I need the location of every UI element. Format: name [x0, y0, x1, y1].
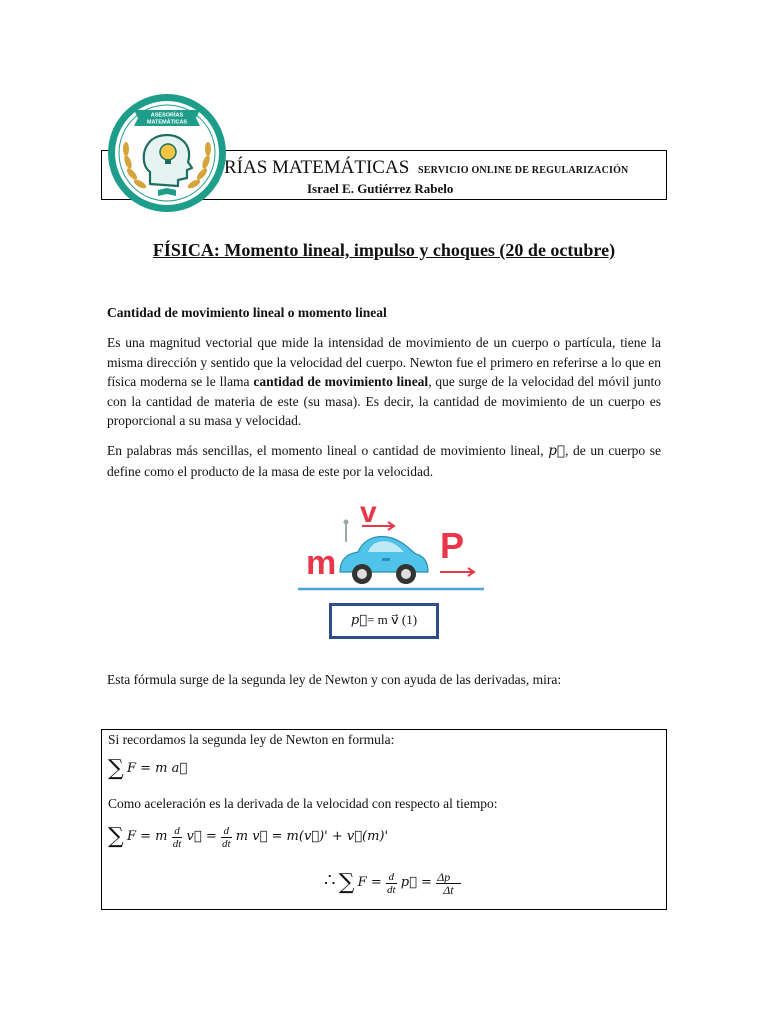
momentum-label: P	[440, 525, 465, 566]
momentum-equation-box	[329, 603, 439, 639]
step-part3: m v⃗ = m(v⃗)' + v⃗(m)'	[235, 829, 389, 844]
velocity-label: v	[360, 496, 377, 529]
paragraph-definition-bold: cantidad de movimiento lineal	[253, 374, 429, 389]
logo-text-line1: ASESORÍAS	[150, 112, 184, 119]
asesorias-logo	[106, 92, 228, 214]
newton-second-law	[108, 756, 187, 781]
derivative-step	[108, 824, 388, 850]
paragraph-definition-text-end: , que surge de la velocidad del móvil junto con la cantidad de materia de este (su masa). Es decir, la cantidad de movimiento de un cuerpo es proporcional a su masa y velocidad.	[107, 374, 661, 428]
acceleration-text: Como aceleración es la derivada de la velocidad con respecto al tiempo:	[108, 796, 498, 811]
conclusion-lhs: F =	[357, 875, 382, 890]
conclusion-mid: p⃗ =	[400, 875, 432, 890]
paragraph-definition	[107, 333, 661, 431]
frac-den-3: dt	[386, 883, 396, 896]
momentum-car-illustration	[296, 494, 488, 592]
frac-den: dt	[172, 837, 182, 850]
delta-fraction	[436, 871, 460, 896]
conclusion-formula	[324, 870, 462, 896]
equation-lhs: p⃗	[350, 613, 368, 628]
paragraph-simple-text-end: , de un cuerpo se define como el producto de la masa de este por la velocidad.	[107, 443, 661, 479]
momentum-symbol: p⃗	[548, 443, 566, 459]
header-title	[224, 157, 628, 179]
delta-p: Δp⃗	[437, 869, 460, 884]
frac-num-2: d	[221, 825, 232, 838]
service-tagline: SERVICIO ONLINE DE REGULARIZACIÓN	[418, 165, 629, 176]
car-body	[340, 537, 428, 584]
paragraph-definition-text-start: Es una magnitud vectorial que mide la intensidad de movimiento de un cuerpo o partícula, tiene la misma dirección y sentido que la velocidad del cuerpo. Newton fue el primero en referirse a lo que en física moderna se le llama	[107, 335, 661, 389]
paragraph-newton-intro: Esta fórmula surge de la segunda ley de Newton y con ayuda de las derivadas, mira:	[107, 672, 562, 687]
mass-label: m	[306, 544, 337, 582]
delta-t: Δt	[443, 882, 454, 897]
therefore-symbol: ∴	[324, 870, 336, 890]
d-dt-fraction	[172, 825, 183, 850]
step-part2: v⃗ =	[186, 829, 217, 844]
section-heading: Cantidad de movimiento lineal o momento lineal	[107, 305, 387, 320]
d-dt-fraction-2	[221, 825, 232, 850]
frac-den-2: dt	[221, 837, 231, 850]
sigma-symbol-3: ∑	[338, 870, 355, 895]
derivation-intro: Si recordamos la segunda ley de Newton en formula:	[108, 732, 395, 747]
brand-name: RÍAS MATEMÁTICAS	[224, 157, 410, 178]
derivation-box	[101, 729, 667, 910]
sigma-symbol-2: ∑	[108, 824, 124, 849]
frac-num: d	[172, 825, 183, 838]
equation-rhs: = m v⃗ (1)	[367, 612, 418, 627]
frac-num-3: d	[386, 871, 397, 884]
d-dt-fraction-3	[386, 871, 397, 896]
page-title: FÍSICA: Momento lineal, impulso y choques (20 de octubre)	[152, 240, 616, 260]
paragraph-simple-definition	[107, 441, 661, 481]
sigma-symbol: ∑	[108, 756, 124, 781]
step-part1: F = m	[126, 829, 168, 844]
author-name: Israel E. Gutiérrez Rabelo	[307, 181, 454, 196]
newton-formula: F = m a⃗	[126, 761, 188, 776]
logo-text-line2: MATEMÁTICAS	[146, 119, 188, 126]
paragraph-simple-text-start: En palabras más sencillas, el momento lineal o cantidad de movimiento lineal,	[107, 443, 549, 458]
